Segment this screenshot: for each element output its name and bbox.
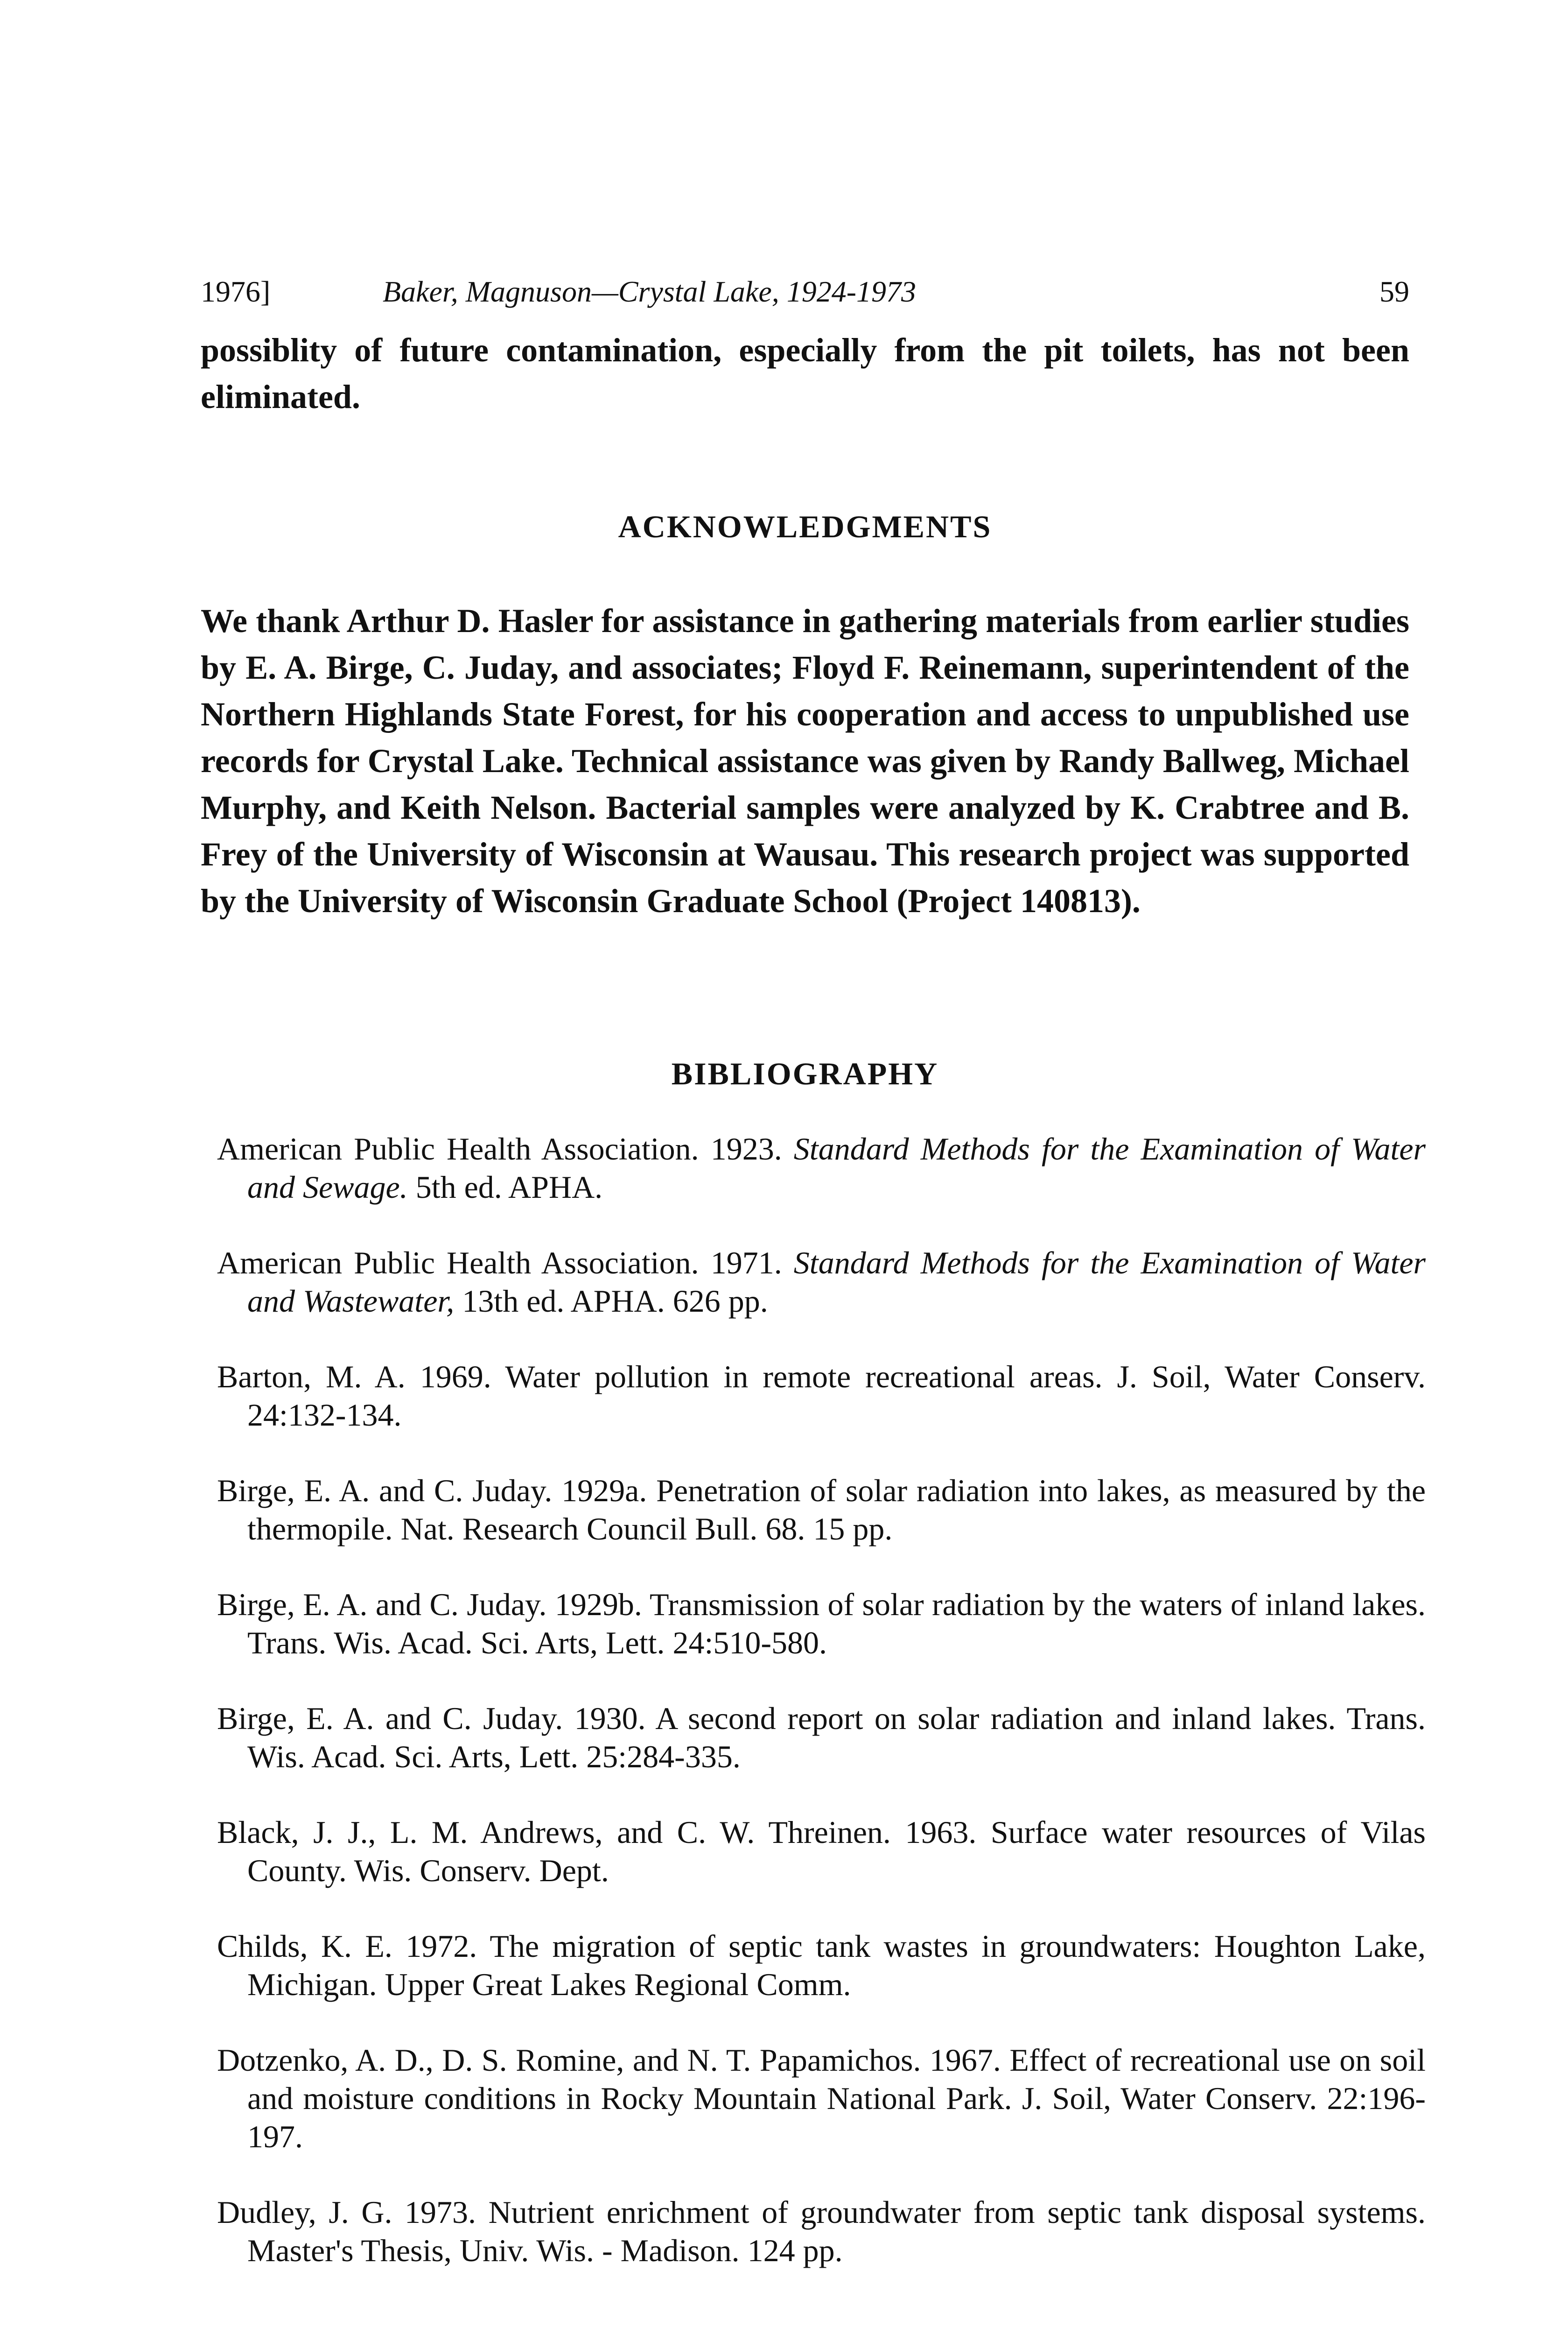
bibliography-entry: Dudley, J. G. 1973. Nutrient enrichment of groundwater from septic tank disposal systems. Master's Thesis, Univ. Wis. - Madison. 124 pp. [217,2194,1426,2268]
bibliography-entry: Barton, M. A. 1969. Water pollution in remote recreational areas. J. Soil, Water Conserv. 24:132-134. [217,1359,1426,1433]
bibliography-entry: Black, J. J., L. M. Andrews, and C. W. Threinen. 1963. Surface water resources of Vilas County. Wis. Conserv. Dept. [217,1814,1426,1888]
bibliography-entry: Birge, E. A. and C. Juday. 1930. A second report on solar radiation and inland lakes. Trans. Wis. Acad. Sci. Arts, Lett. 25:284-335. [217,1701,1426,1774]
bibliography-list [217,1130,1426,2307]
bibliography-entry: American Public Health Association. 1923. Standard Methods for the Examination of Water and Sewage. 5th ed. APHA. [217,1131,1426,1205]
continued-paragraph: possiblity of future contamination, especially from the pit toilets, has not been eliminated. [201,331,1409,415]
bibliography-entry: Dotzenko, A. D., D. S. Romine, and N. T. Papamichos. 1967. Effect of recreational use on soil and moisture conditions in Rocky Mountain National Park. J. Soil, Water Conserv. 22:196-197. [217,2042,1426,2154]
running-head-year: 1976] [201,275,271,308]
running-head-title: Baker, Magnuson—Crystal Lake, 1924-1973 [383,275,917,308]
bibliography-entry: American Public Health Association. 1971. Standard Methods for the Examination of Water and Wastewater, 13th ed. APHA. 626 pp. [217,1245,1426,1319]
page-number: 59 [1379,275,1409,308]
bibliography-entry: Birge, E. A. and C. Juday. 1929a. Penetration of solar radiation into lakes, as measured by the thermopile. Nat. Research Council Bull. 68. 15 pp. [217,1473,1426,1547]
acknowledgments-heading: ACKNOWLEDGMENTS [618,509,992,544]
bibliography-entry: Birge, E. A. and C. Juday. 1929b. Transmission of solar radiation by the waters of inland lakes. Trans. Wis. Acad. Sci. Arts, Lett. 24:510-580. [217,1587,1426,1660]
acknowledgments-paragraph: We thank Arthur D. Hasler for assistance in gathering materials from earlier studies by E. A. Birge, C. Juday, and associates; Floyd F. Reinemann, superintendent of the Northern Highlands State Forest, for his cooperation and access to unpublished use records for Crystal Lake. Technical assistance was given by Randy Ballweg, Michael Murphy, and Keith Nelson. Bacterial samples were analyzed by K. Crabtree and B. Frey of the University of Wisconsin at Wausau. This research project was supported by the University of Wisconsin Graduate School (Project 140813). [201,602,1409,920]
bibliography-entry: Childs, K. E. 1972. The migration of septic tank wastes in groundwaters: Houghton Lake, Michigan. Upper Great Lakes Regional Comm. [217,1928,1426,2002]
bibliography-heading: BIBLIOGRAPHY [671,1056,939,1091]
running-head [201,268,1409,315]
